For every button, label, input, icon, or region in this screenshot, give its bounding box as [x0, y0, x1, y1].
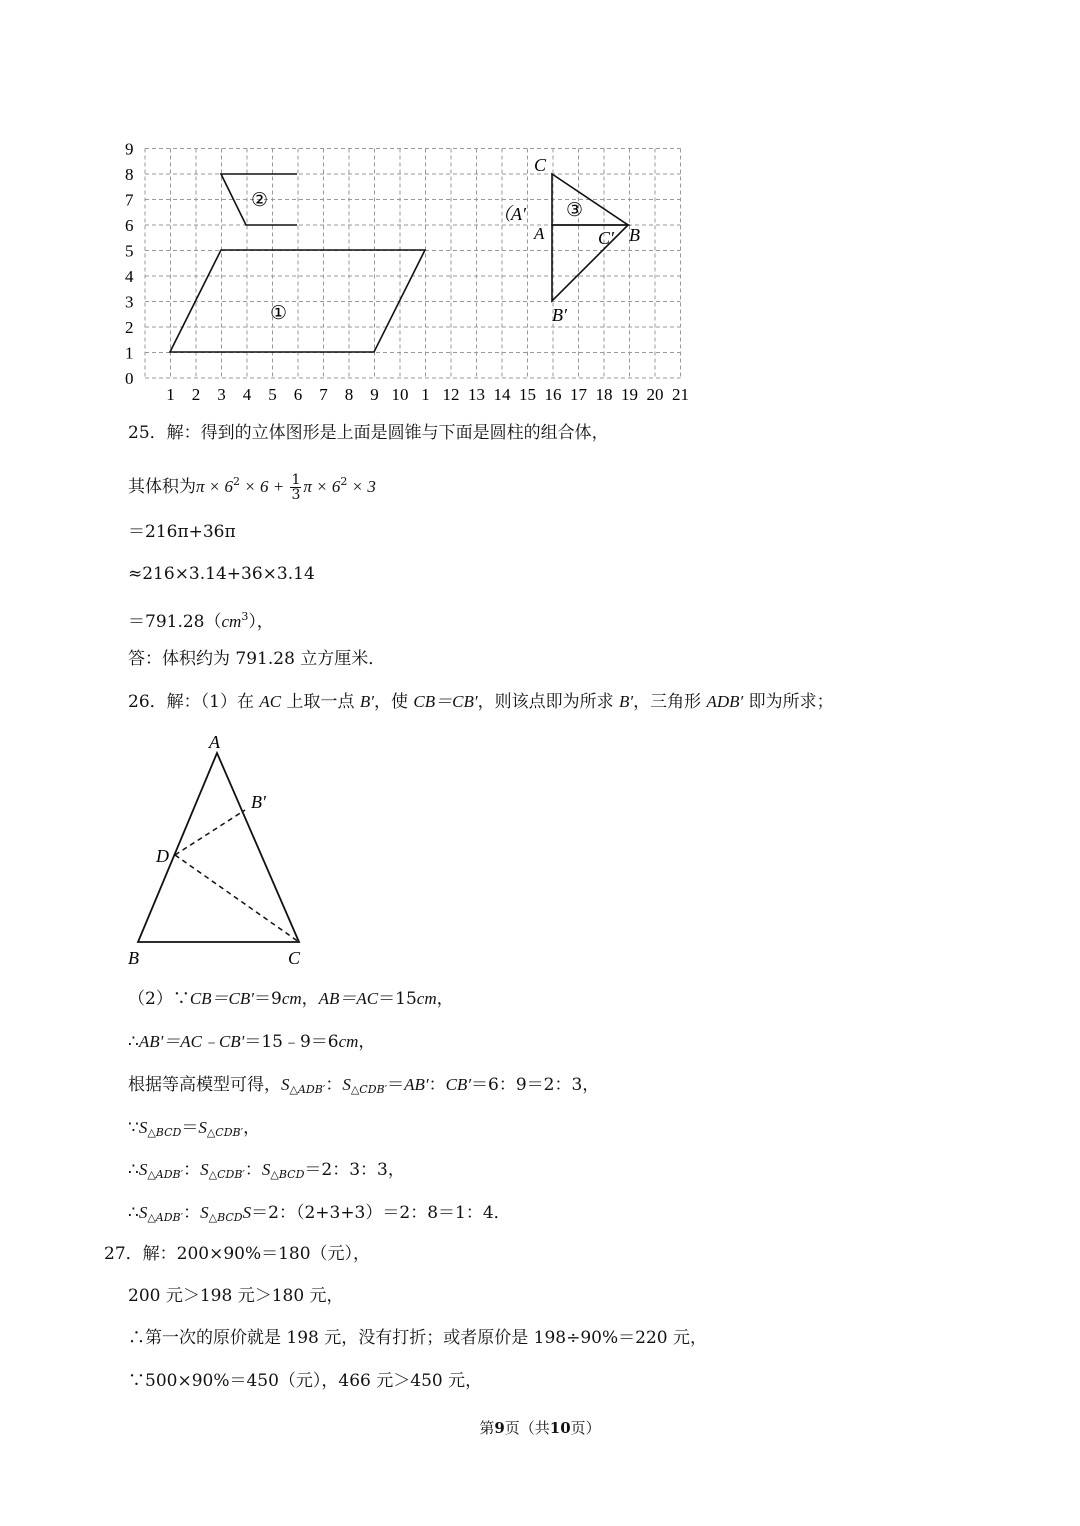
q25-step-1: ＝216π+36π: [128, 522, 236, 542]
step-3-unit: cm: [221, 612, 242, 631]
x-tick-label: 7: [319, 385, 328, 404]
text: ＝9: [254, 989, 282, 1009]
subscript: △ADB′: [147, 1168, 184, 1181]
x-tick-label: 1: [421, 385, 430, 404]
triangle-rotated: [552, 225, 628, 301]
text: ∴: [128, 1032, 139, 1052]
text: ＝: [181, 1118, 199, 1138]
fraction-denominator: 3: [291, 487, 301, 503]
step-3-close: ），: [248, 612, 274, 632]
q25-answer: 答：体积约为 791.28 立方厘米．: [128, 649, 386, 669]
x-tick-label: 19: [621, 385, 638, 404]
q27-line-4: ∵500×90%＝450（元），466 元＞450 元，: [128, 1371, 483, 1391]
x-tick-label: 6: [293, 385, 303, 404]
x-tick-label: 3: [217, 385, 226, 404]
text: ，使: [374, 692, 414, 712]
vertex-c-label: C: [288, 948, 301, 968]
footer-text: 页（共: [504, 1419, 550, 1437]
text: ＝6：9＝2：3，: [471, 1075, 600, 1095]
y-axis-labels: [125, 140, 134, 389]
point-c-prime-label: C′: [598, 228, 614, 248]
text: （2）∵: [128, 989, 190, 1009]
math-b-prime: B′: [359, 692, 375, 711]
text: ∴: [128, 1160, 139, 1180]
math-cb-eq: CB＝CB′: [413, 692, 478, 711]
x-tick-label: 14: [493, 385, 511, 404]
q25-volume-formula: [128, 470, 376, 502]
unit: cm: [338, 1032, 359, 1051]
x-tick-label: 16: [544, 385, 562, 404]
math: AB′: [404, 1075, 429, 1094]
q26-line-4: [128, 1073, 599, 1102]
q26-line-2: [128, 987, 454, 1011]
x-tick-label: 10: [391, 385, 409, 404]
x-tick-label: 12: [442, 385, 460, 404]
math-s: S: [342, 1075, 351, 1094]
total-pages: 10: [549, 1419, 571, 1437]
x-tick-label: 20: [646, 385, 664, 404]
y-tick-label: 8: [125, 165, 134, 184]
math-s: S: [242, 1203, 252, 1222]
exponent-2: 2: [340, 475, 348, 488]
formula-term-1: π × 6: [196, 477, 233, 496]
triangle-figure: [120, 730, 320, 975]
x-tick-label: 1: [166, 385, 175, 404]
math-s: S: [261, 1160, 271, 1179]
text: ∴: [128, 1203, 139, 1223]
math-s: S: [138, 1160, 148, 1179]
grid-figure: [110, 135, 710, 410]
text: ＝15﹣9＝6: [244, 1032, 339, 1052]
math-ac: AC: [259, 692, 282, 711]
text: ：: [428, 1075, 446, 1095]
text: ，: [301, 989, 319, 1009]
q26-line-1: [128, 690, 834, 714]
subscript: △BCD: [208, 1211, 243, 1224]
text: ＝2：3：3，: [304, 1160, 405, 1180]
math: AB＝AC: [318, 989, 379, 1008]
x-tick-label: 17: [570, 385, 587, 404]
x-tick-label: 5: [268, 385, 277, 404]
subscript: △BCD: [270, 1168, 305, 1181]
q25-step-3: [128, 605, 274, 634]
math: AB'＝AC﹣CB': [138, 1032, 245, 1051]
q25-step-2: ≈216×3.14+36×3.14: [128, 564, 315, 584]
text: ，: [436, 989, 454, 1009]
text: 根据等高模型可得，: [128, 1075, 281, 1095]
math-s: S: [138, 1118, 148, 1137]
text: 26．解：（1）在: [128, 692, 260, 712]
unit: cm: [416, 989, 437, 1008]
text: ＝2：（2+3+3）＝2：8＝1：4．: [251, 1203, 511, 1223]
point-b-prime-label: B′: [251, 792, 266, 812]
text: 即为所求；: [743, 692, 834, 712]
text: ，则该点即为所求: [477, 692, 619, 712]
y-tick-label: 3: [125, 292, 134, 312]
subscript: △CDB′: [350, 1083, 388, 1096]
text: ∵: [128, 1118, 139, 1138]
point-a-prime-label: （A′: [493, 204, 526, 224]
y-tick-label: 6: [125, 216, 134, 235]
q26-line-6: [128, 1158, 405, 1187]
y-tick-label: 1: [125, 343, 134, 363]
text: ：: [325, 1075, 343, 1095]
formula-term-3: π × 6: [303, 477, 341, 496]
math: CB′: [445, 1075, 472, 1094]
point-d-label: D: [156, 846, 169, 866]
page-number: 9: [494, 1419, 505, 1437]
text: ：: [244, 1160, 262, 1180]
text: ，: [358, 1032, 376, 1052]
step-3-exponent: 3: [241, 610, 249, 623]
formula-term-2: × 6 +: [240, 477, 289, 496]
x-tick-label: 8: [344, 385, 354, 404]
x-tick-label: 4: [242, 385, 252, 404]
point-a-label: A: [534, 224, 545, 243]
math-s: S: [200, 1160, 209, 1179]
vertex-b-label: B: [128, 948, 139, 968]
x-tick-label: 13: [468, 385, 485, 404]
subscript: △BCD: [147, 1126, 182, 1139]
q25-intro: 25．解：得到的立体图形是上面是圆锥与下面是圆柱的组合体，: [128, 423, 609, 443]
exponent-1: 2: [233, 475, 240, 488]
point-c-label: C: [534, 155, 547, 175]
text: 上取一点: [281, 692, 360, 712]
step-3-value: ＝791.28（: [128, 612, 222, 632]
math-adb-prime: ADB′: [706, 692, 744, 711]
subscript: △CDB′: [206, 1126, 244, 1139]
q26-line-5: [128, 1116, 260, 1145]
math-s: S: [281, 1075, 290, 1094]
text: ，: [243, 1118, 261, 1138]
subscript: △ADB′: [147, 1211, 184, 1224]
q27-line-2: 200 元＞198 元＞180 元，: [128, 1286, 344, 1306]
y-tick-label: 7: [125, 190, 134, 210]
unit: cm: [281, 989, 302, 1008]
x-tick-label: 21: [672, 385, 689, 404]
footer-text: 第: [479, 1419, 495, 1437]
text: ，三角形: [633, 692, 707, 712]
shape-2-label: ②: [251, 190, 269, 211]
shape-3-label: ③: [566, 200, 584, 221]
q27-line-3: ∴第一次的原价就是 198 元，没有打折；或者原价是 198÷90%＝220 元，: [128, 1328, 707, 1348]
segment-db-prime: [175, 810, 245, 855]
q27-line-1: 27．解：200×90%＝180（元），: [104, 1244, 371, 1264]
q26-line-7: [128, 1201, 511, 1230]
subscript: △ADB′: [289, 1083, 326, 1096]
y-tick-label: 9: [125, 139, 134, 159]
text: ：: [183, 1203, 201, 1223]
x-tick-label: 2: [191, 385, 201, 404]
q25-volume-prefix: 其体积为: [128, 477, 196, 497]
math-s: S: [200, 1203, 209, 1222]
fraction-numerator: 1: [291, 472, 301, 488]
math-s: S: [138, 1203, 148, 1222]
y-tick-label: 4: [125, 267, 134, 286]
point-b-prime-label: B′: [552, 305, 567, 325]
x-axis-labels: [166, 385, 689, 404]
y-tick-label: 2: [125, 318, 134, 337]
x-tick-label: 18: [595, 385, 613, 404]
subscript: △CDB′: [208, 1168, 245, 1181]
point-b-label: B: [629, 225, 640, 245]
q26-line-3: [128, 1030, 375, 1054]
text: ：: [183, 1160, 201, 1180]
math-b-prime: B′: [619, 692, 634, 711]
math-s: S: [198, 1118, 207, 1137]
text: ＝: [387, 1075, 405, 1095]
footer-text: 页）: [570, 1419, 601, 1437]
page-footer: [0, 1417, 1080, 1438]
x-tick-label: 15: [519, 385, 536, 404]
fraction-one-third: [290, 473, 301, 502]
shape-1-label: ①: [270, 303, 288, 324]
y-tick-label: 0: [125, 369, 134, 388]
text: ＝15: [378, 989, 417, 1009]
vertex-a-label: A: [209, 732, 220, 752]
math: CB＝CB′: [189, 989, 254, 1008]
x-tick-label: 9: [370, 385, 379, 404]
formula-term-4: × 3: [347, 477, 376, 496]
y-tick-label: 5: [125, 241, 134, 261]
